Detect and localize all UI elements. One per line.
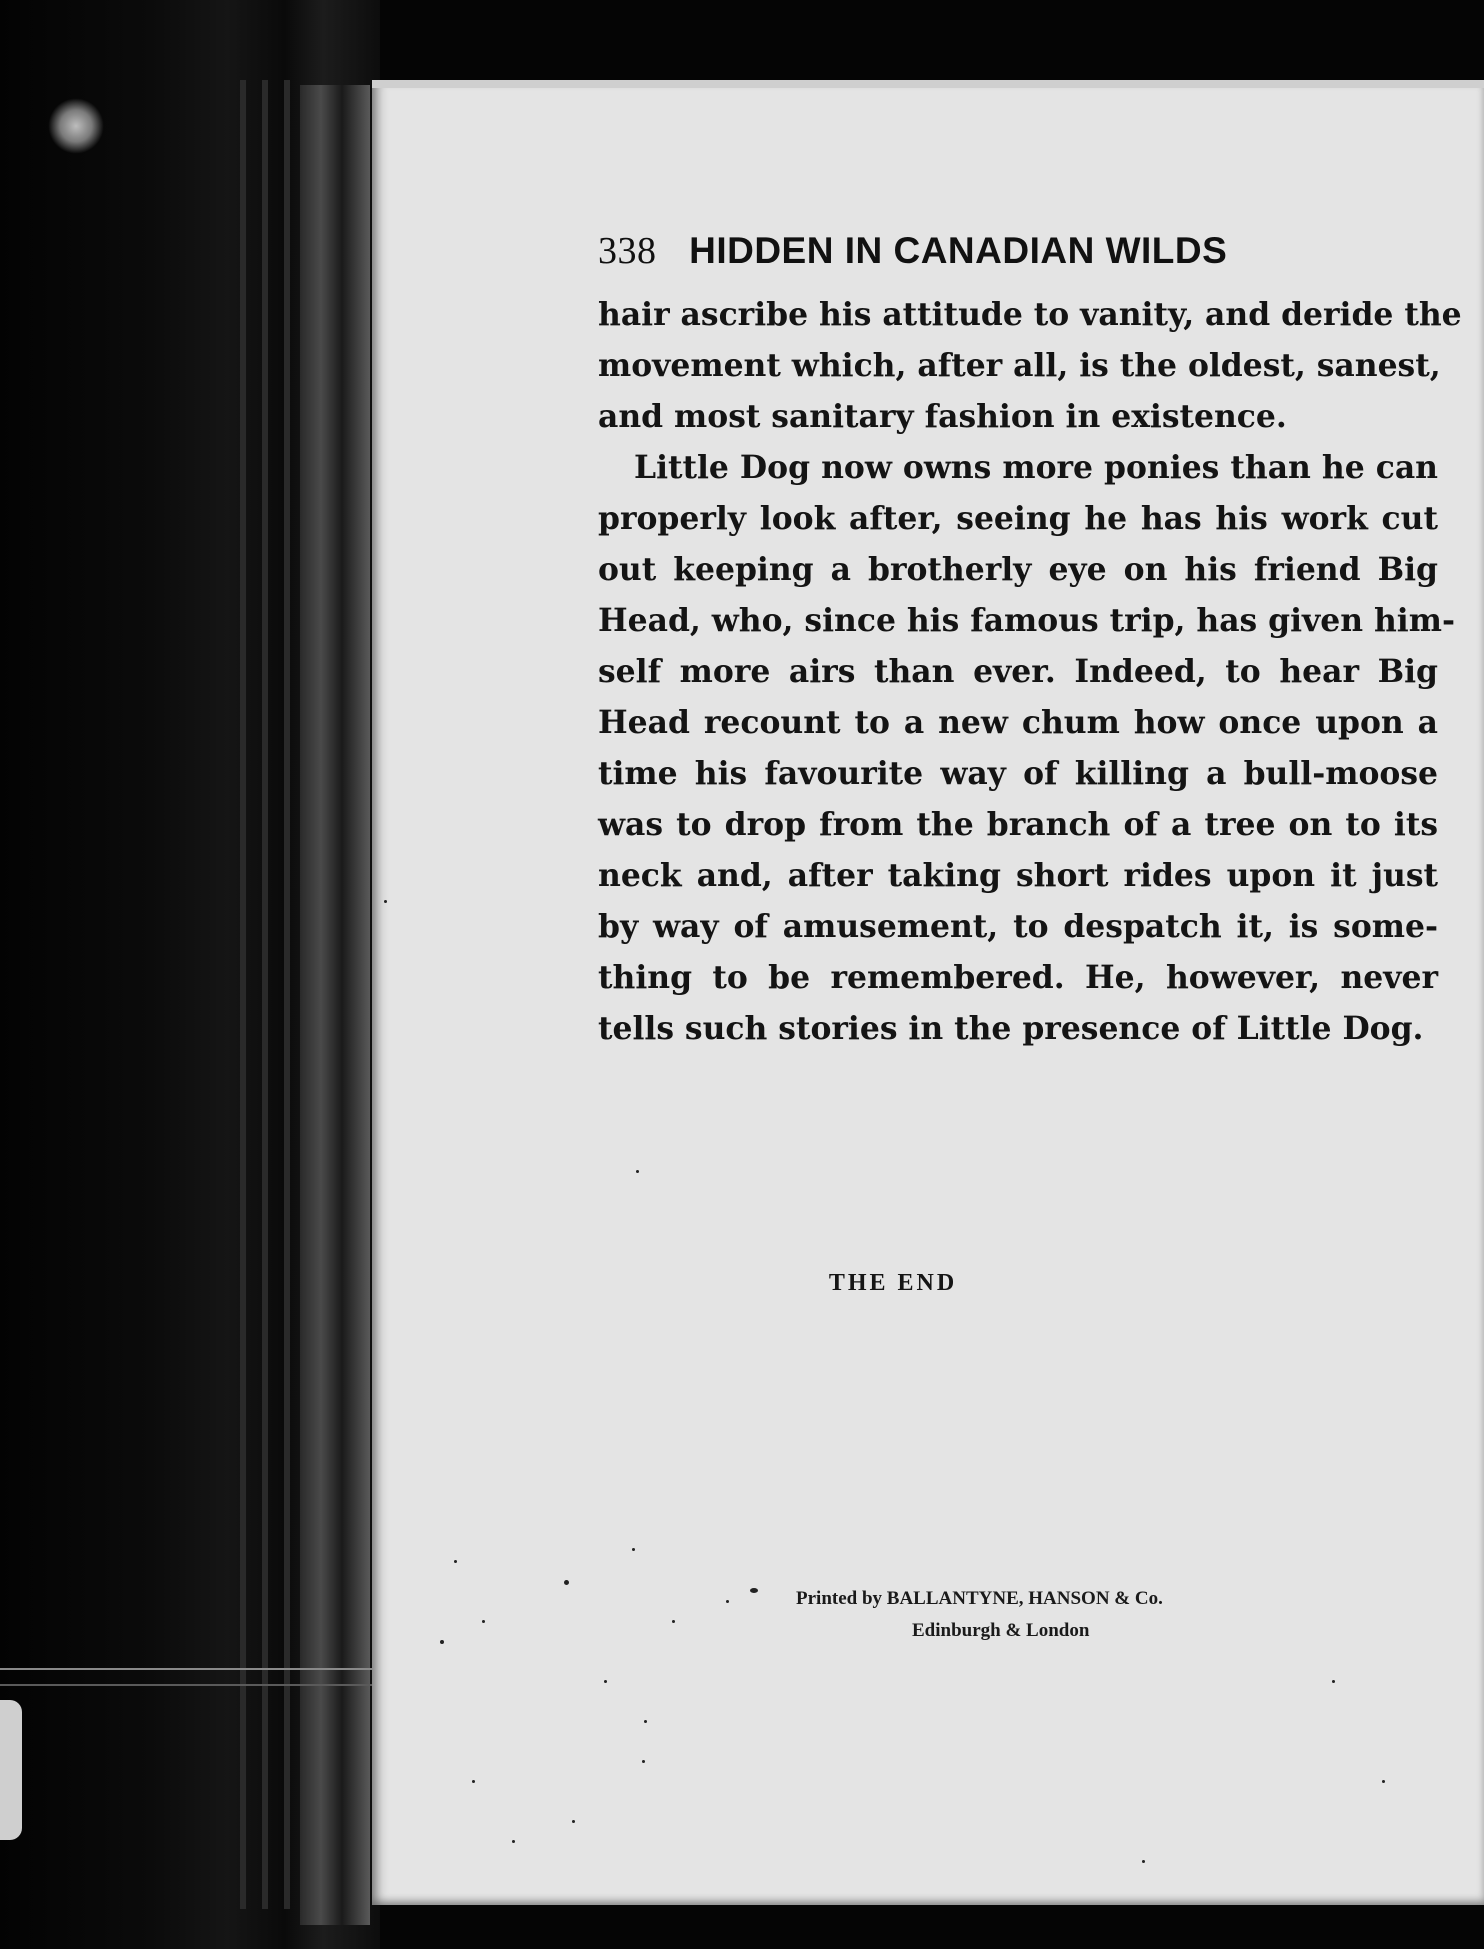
printer-imprint: Printed by BALLANTYNE, HANSON & Co. xyxy=(796,1588,1163,1609)
text-line: Head recount to a new chum how once upon a xyxy=(598,705,1438,741)
page-edges xyxy=(300,85,370,1925)
scan-speck xyxy=(482,1620,485,1623)
page-top-edge xyxy=(372,80,1484,88)
scan-speck xyxy=(384,900,387,903)
text-line: by way of amusement, to despatch it, is some- xyxy=(598,909,1438,945)
text-line: neck and, after taking short rides upon it just xyxy=(598,858,1438,894)
scan-speck xyxy=(1382,1780,1385,1783)
spine-stripe xyxy=(262,80,268,1909)
scan-speck xyxy=(644,1720,647,1723)
text-line: self more airs than ever. Indeed, to hear Big xyxy=(598,654,1438,690)
text-line: movement which, after all, is the oldest, sanest, xyxy=(598,348,1441,384)
scan-scratch xyxy=(0,1684,380,1686)
scan-scratch xyxy=(0,1668,380,1670)
printer-location: Edinburgh & London xyxy=(912,1620,1090,1641)
text-line: Little Dog now owns more ponies than he can xyxy=(634,450,1438,486)
book-spine xyxy=(0,0,380,1949)
text-line: hair ascribe his attitude to vanity, and deride the xyxy=(598,297,1462,333)
page-number: 338 xyxy=(598,230,657,272)
spine-stripe xyxy=(284,80,290,1909)
scan-speck xyxy=(564,1580,569,1585)
text-line: out keeping a brotherly eye on his friend Big xyxy=(598,552,1438,588)
running-head xyxy=(598,228,1227,273)
text-line: properly look after, seeing he has his work cut xyxy=(598,501,1438,537)
scan-speck xyxy=(632,1548,635,1551)
spine-stripe xyxy=(240,80,246,1909)
body-text xyxy=(598,290,1462,1055)
the-end-label: THE END xyxy=(828,1270,958,1296)
scan-speck xyxy=(472,1780,475,1783)
scan-speck xyxy=(726,1600,729,1603)
scan-speck xyxy=(512,1840,515,1843)
text-line: time his favourite way of killing a bull-moose xyxy=(598,756,1438,792)
text-line: was to drop from the branch of a tree on to its xyxy=(598,807,1438,843)
text-line: Head, who, since his famous trip, has given him- xyxy=(598,603,1455,639)
running-title: HIDDEN IN CANADIAN WILDS xyxy=(689,230,1228,271)
scan-speck xyxy=(440,1640,444,1644)
scan-glare xyxy=(0,1700,22,1840)
scan-speck xyxy=(750,1588,758,1593)
scan-smudge xyxy=(48,98,104,154)
book-page xyxy=(372,80,1484,1905)
scan-speck xyxy=(604,1680,607,1683)
scan-speck xyxy=(572,1820,575,1823)
text-line: and most sanitary fashion in existence. xyxy=(598,399,1287,435)
scan-speck xyxy=(642,1760,645,1763)
scan-speck xyxy=(1142,1860,1145,1863)
scan-speck xyxy=(454,1560,457,1563)
text-line: tells such stories in the presence of Little Dog. xyxy=(598,1011,1424,1047)
text-line: thing to be remembered. He, however, never xyxy=(598,960,1438,996)
scan-speck xyxy=(636,1170,639,1173)
scan-speck xyxy=(1332,1680,1335,1683)
scan-speck xyxy=(672,1620,675,1623)
